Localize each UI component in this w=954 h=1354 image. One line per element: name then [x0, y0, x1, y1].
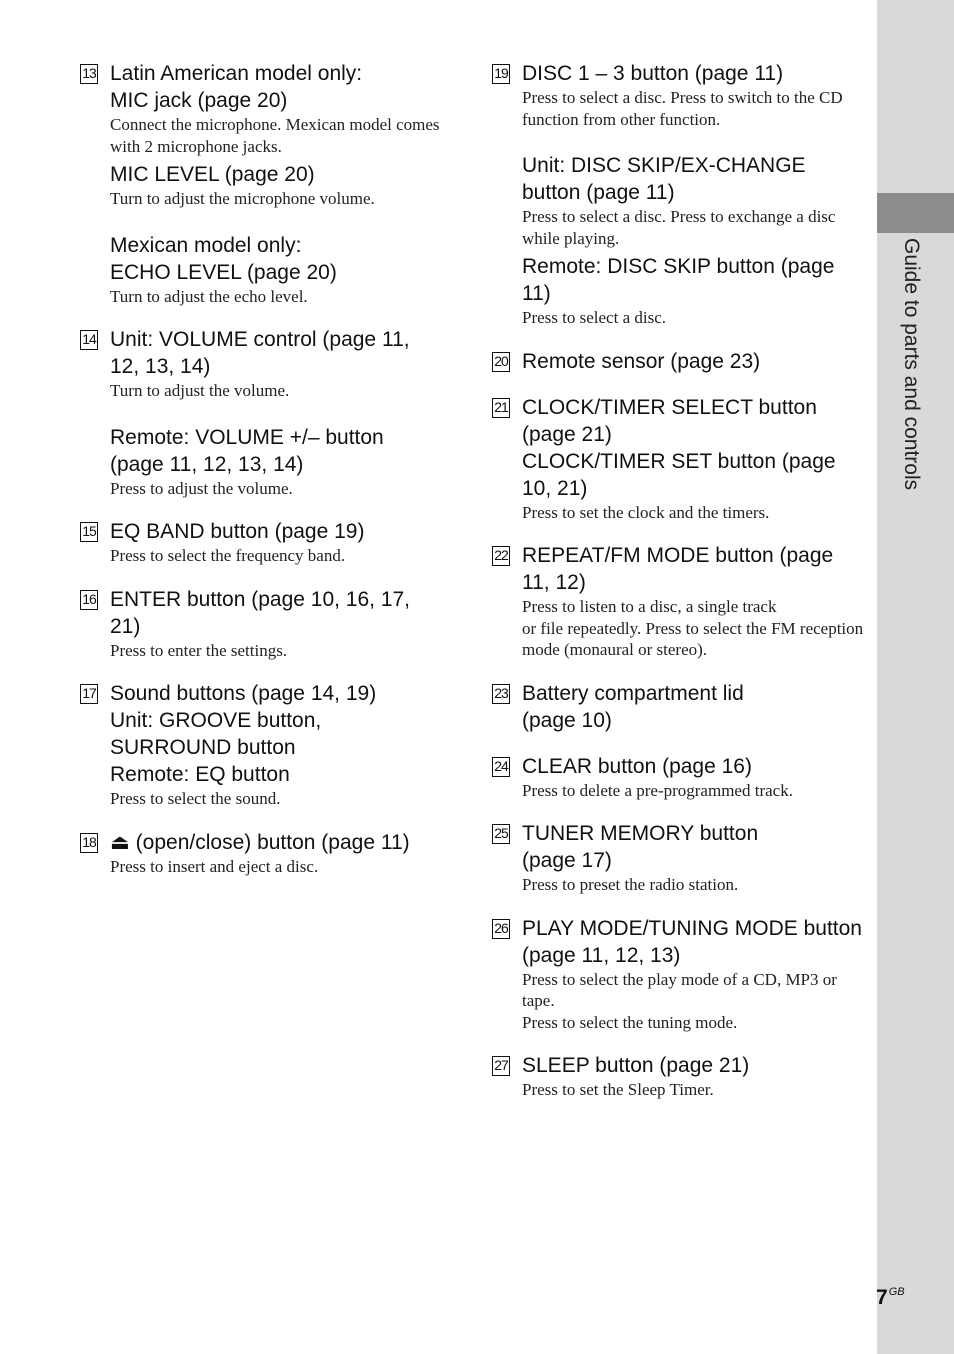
part-description: Press to set the clock and the timers.: [522, 502, 770, 522]
part-number-badge: 16: [80, 590, 98, 610]
part-heading: SLEEP button (page 21): [522, 1054, 750, 1077]
part-entry: [80, 60, 440, 307]
part-number-badge: 23: [492, 684, 510, 704]
part-number-badge: 17: [80, 684, 98, 704]
part-description: Press to select a disc.: [522, 308, 666, 327]
part-description: Turn to adjust the echo level.: [110, 286, 308, 306]
part-number-badge: 18: [80, 833, 98, 853]
part-heading: TUNER MEMORY button (page 17): [522, 822, 759, 872]
part-entry: [80, 326, 440, 499]
sidebar-section-tab: [877, 193, 954, 233]
part-number-badge: 25: [492, 824, 510, 844]
part-heading: REPEAT/FM MODE button (page 11, 12): [522, 544, 834, 594]
part-entry: [492, 394, 864, 524]
part-entry: [492, 915, 864, 1034]
part-entry: [492, 1052, 864, 1101]
part-description: Press to insert and eject a disc.: [110, 856, 319, 876]
part-heading: CLEAR button (page 16): [522, 754, 752, 778]
part-description: Press to select a disc. Press to switch to the CD function from other function.: [522, 88, 843, 129]
part-description: Press to listen to a disc, a single track or file repeatedly. Press to select the FM reception mode (monaural or stereo).: [522, 597, 864, 659]
right-column: [492, 60, 864, 1103]
part-heading: Unit: VOLUME control (page 11, 12, 13, 14): [110, 328, 410, 378]
part-entry: [492, 348, 864, 375]
page-number: $7^{GB}$: [876, 1286, 905, 1309]
part-number-badge: 21: [492, 398, 510, 418]
part-heading: CLOCK/TIMER SELECT button (page 21) CLOCK/TIMER SET button (page 10, 21): [522, 395, 836, 500]
part-heading: Remote: DISC SKIP button (page 11): [522, 255, 835, 305]
part-entry: [492, 542, 864, 661]
part-heading: Unit: DISC SKIP/EX-CHANGE button (page 11): [522, 154, 806, 204]
part-heading: Mexican model only: ECHO LEVEL (page 20): [110, 233, 337, 284]
part-description: Press to delete a pre-programmed track.: [522, 780, 793, 800]
part-heading: MIC LEVEL (page 20): [110, 163, 315, 186]
part-description: Press to select the play mode of a CD, MP3 or tape. Press to select the tuning mode.: [522, 969, 837, 1032]
part-description: Press to preset the radio station.: [522, 875, 739, 894]
part-number-badge: 14: [80, 330, 98, 350]
part-description: Press to enter the settings.: [110, 640, 288, 660]
part-description: Press to select the sound.: [110, 789, 281, 808]
left-column: [80, 60, 440, 879]
part-entry: [492, 820, 864, 896]
part-description: Press to set the Sleep Timer.: [522, 1080, 714, 1099]
part-description: Turn to adjust the volume.: [110, 381, 290, 400]
part-entry: [492, 680, 864, 734]
part-entry: [492, 753, 864, 802]
part-number-badge: 15: [80, 522, 98, 542]
part-entry: [80, 829, 440, 878]
part-heading: PLAY MODE/TUNING MODE button (page 11, 12, 13): [522, 916, 862, 967]
part-number-badge: 27: [492, 1056, 510, 1076]
part-number-badge: 26: [492, 919, 510, 939]
section-title: Guide to parts and controls: [900, 238, 923, 491]
part-heading: ⏏ (open/close) button (page 11): [110, 830, 410, 854]
part-heading: EQ BAND button (page 19): [110, 520, 365, 543]
part-entry: [80, 518, 440, 567]
part-description: Turn to adjust the microphone volume.: [110, 189, 375, 208]
part-entry: [492, 60, 864, 329]
part-number-badge: 13: [80, 64, 98, 84]
part-number-badge: 19: [492, 64, 510, 84]
part-entry: [80, 680, 440, 810]
part-number-badge: 20: [492, 352, 510, 372]
part-heading: Remote: VOLUME +/– button (page 11, 12, 13, 14): [110, 425, 384, 476]
part-heading: Latin American model only: MIC jack (page 20): [110, 62, 363, 112]
part-description: Press to adjust the volume.: [110, 478, 293, 498]
part-number-badge: 24: [492, 757, 510, 777]
part-heading: Remote sensor (page 23): [522, 349, 761, 373]
part-entry: [80, 586, 440, 662]
part-description: Press to select the frequency band.: [110, 546, 346, 565]
part-description: Press to select a disc. Press to exchange a disc while playing.: [522, 207, 836, 248]
part-heading: ENTER button (page 10, 16, 17, 21): [110, 587, 411, 638]
part-description: Connect the microphone. Mexican model comes with 2 microphone jacks.: [110, 115, 440, 156]
part-heading: Battery compartment lid (page 10): [522, 681, 744, 732]
part-number-badge: 22: [492, 546, 510, 566]
part-heading: DISC 1 – 3 button (page 11): [522, 62, 784, 85]
part-heading: Sound buttons (page 14, 19) Unit: GROOVE button, SURROUND button Remote: EQ button: [110, 682, 377, 786]
